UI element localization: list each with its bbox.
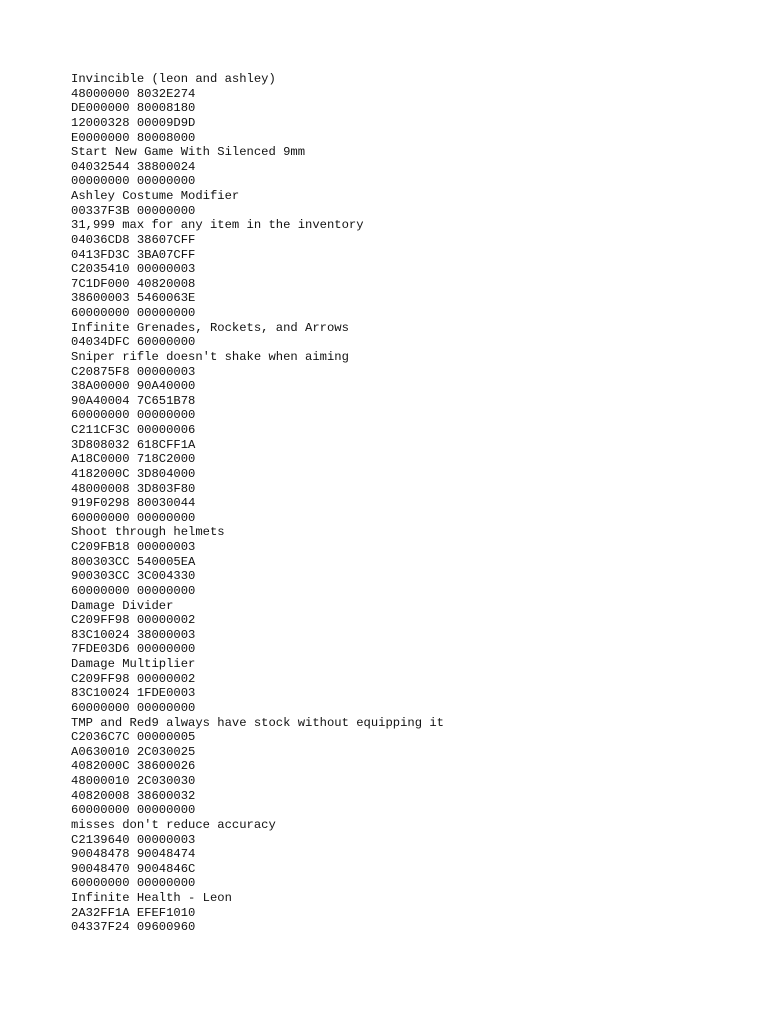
text-line: 48000000 8032E274: [71, 86, 196, 101]
text-line: 919F0298 80030044: [71, 496, 196, 511]
text-line: 60000000 00000000: [71, 700, 196, 715]
text-line: E0000000 80008000: [71, 130, 196, 145]
text-line: C209FF98 00000002: [71, 613, 196, 628]
text-line: C209FF98 00000002: [71, 671, 196, 686]
text-line: DE000000 80008180: [71, 101, 196, 116]
text-line: 48000010 2C030030: [71, 774, 196, 788]
text-line: C2035410 00000003: [71, 262, 196, 277]
text-line: 7C1DF000 40820008: [71, 276, 196, 291]
text-line: C211CF3C 00000006: [71, 423, 196, 437]
text-line: 60000000 00000000: [71, 408, 196, 423]
text-line: 4082000C 38600026: [71, 759, 196, 774]
text-line: 31,999 max for any item in the inventory: [71, 218, 364, 233]
text-line: Start New Game With Silenced 9mm: [71, 145, 306, 160]
text-line: 60000000 00000000: [71, 803, 196, 818]
text-line: Sniper rifle doesn't shake when aiming: [71, 349, 349, 364]
text-line: 38A00000 90A40000: [71, 379, 196, 394]
text-line: 90048470 9004846C: [71, 861, 196, 876]
text-line: 83C10024 38000003: [71, 627, 196, 642]
text-line: 7FDE03D6 00000000: [71, 642, 196, 657]
text-line: Infinite Health - Leon: [71, 891, 232, 905]
text-line: 900303CC 3C004330: [71, 569, 196, 584]
text-line: misses don't reduce accuracy: [71, 817, 276, 832]
text-line: 04034DFC 60000000: [71, 335, 196, 350]
text-line: 04337F24 09600960: [71, 920, 196, 935]
text-line: 800303CC 540005EA: [71, 554, 196, 569]
text-line: TMP and Red9 always have stock without equipping it: [71, 715, 444, 730]
text-line: 83C10024 1FDE0003: [71, 686, 196, 701]
text-line: 0413FD3C 3BA07CFF: [71, 247, 196, 262]
text-line: C2036C7C 00000005: [71, 730, 196, 745]
text-line: Damage Multiplier: [71, 657, 196, 671]
text-line: 4182000C 3D804000: [71, 466, 196, 481]
text-line: 04032544 38800024: [71, 159, 196, 174]
text-line: C20875F8 00000003: [71, 364, 196, 379]
text-line: Infinite Grenades, Rockets, and Arrows: [71, 320, 349, 335]
text-line: Ashley Costume Modifier: [71, 189, 240, 203]
text-line: Shoot through helmets: [71, 525, 225, 540]
text-line: 90048478 90048474: [71, 847, 196, 862]
text-line: 48000008 3D803F80: [71, 481, 196, 496]
cheat-code-list: [71, 72, 444, 935]
text-line: 60000000 00000000: [71, 306, 196, 320]
text-line: Damage Divider: [71, 598, 174, 613]
text-line: C2139640 00000003: [71, 832, 196, 847]
text-line: Invincible (leon and ashley): [71, 72, 276, 86]
text-line: 3D808032 618CFF1A: [71, 437, 196, 452]
text-line: 38600003 5460063E: [71, 291, 196, 306]
text-line: 60000000 00000000: [71, 510, 196, 525]
text-line: 00337F3B 00000000: [71, 203, 196, 218]
text-line: A0630010 2C030025: [71, 744, 196, 759]
text-line: 2A32FF1A EFEF1010: [71, 905, 196, 920]
text-line: 40820008 38600032: [71, 788, 196, 803]
text-line: 12000328 00009D9D: [71, 115, 196, 130]
text-line: 60000000 00000000: [71, 583, 196, 598]
text-line: 60000000 00000000: [71, 876, 196, 891]
text-line: 00000000 00000000: [71, 174, 196, 189]
text-line: C209FB18 00000003: [71, 540, 196, 554]
text-line: 90A40004 7C651B78: [71, 393, 196, 408]
text-line: 04036CD8 38607CFF: [71, 232, 196, 247]
text-line: A18C0000 718C2000: [71, 452, 196, 467]
